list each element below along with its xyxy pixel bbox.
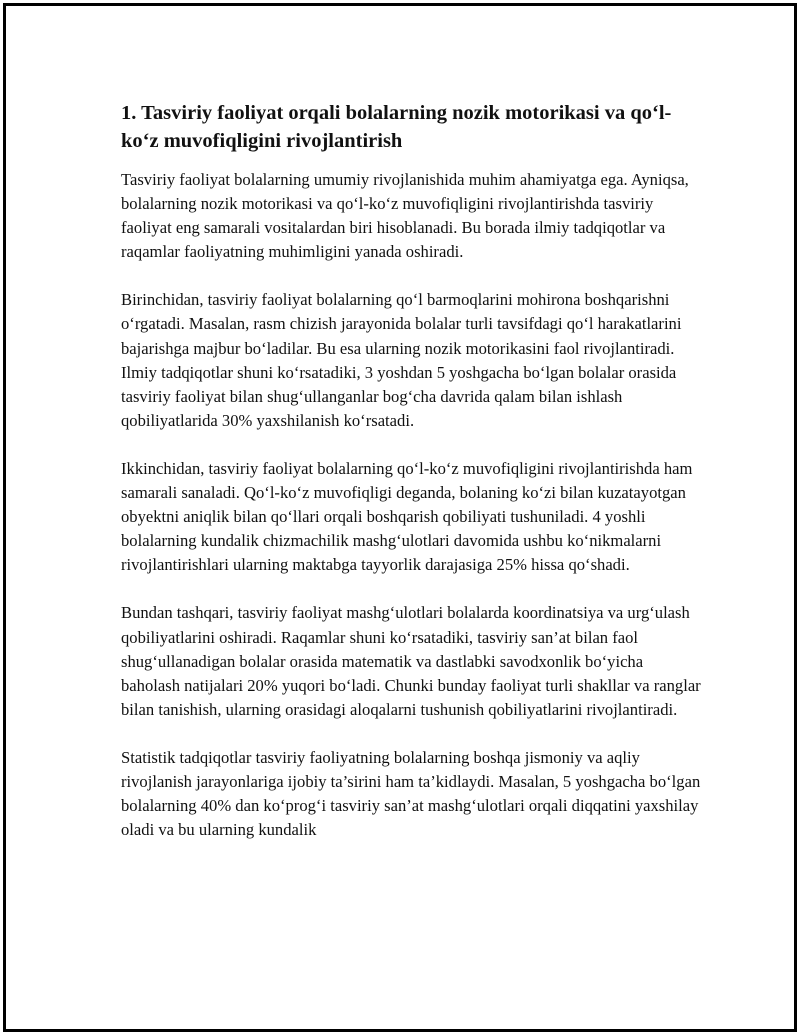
section-title: 1. Tasviriy faoliyat orqali bolalarning nozik motorikasi va qo‘l-ko‘z muvofiqligini rivojlantirish (121, 102, 672, 152)
document-body (121, 99, 701, 866)
paragraph-hand-eye: Ikkinchidan, tasviriy faoliyat bolalarning qo‘l-ko‘z muvofiqligini rivojlantirishda ham samarali sanaladi. Qo‘l-ko‘z muvofiqligi deganda, bolaning ko‘zi bilan kuzatayotgan obyektni aniqlik bilan qo‘llari orqali boshqarish qobiliyati tushuniladi. 4 yoshli bolalarning kundalik chizmachilik mashg‘ulotlari davomida ushbu ko‘nikmalarni rivojlantirishlari ularning maktabga tayyorlik darajasiga 25% hissa qo‘shadi. (121, 458, 693, 575)
paragraph-statistics: Statistik tadqiqotlar tasviriy faoliyatning bolalarning boshqa jismoniy va aqliy rivojlanish jarayonlariga ijobiy ta’sirini ham ta’kidlaydi. Masalan, 5 yoshgacha bo‘lgan bolalarning 40% dan ko‘prog‘i tasviriy san’at mashg‘ulotlari orqali diqqatini yaxshilay oladi va bu ularning kundalik (121, 747, 701, 840)
paragraph-coordination: Bundan tashqari, tasviriy faoliyat mashg‘ulotlari bolalarda koordinatsiya va urg‘ulash qobiliyatlarini oshiradi. Raqamlar shuni ko‘rsatadiki, tasviriy san’at bilan faol shug‘ullanadigan bolalar orasida matematik va dastlabki savodxonlik bo‘yicha baholash natijalari 20% yuqori bo‘ladi. Chunki bunday faoliyat turli shakllar va ranglar bilan tanishish, ularning orasidagi aloqalarni tushunish qobiliyatlarini rivojlantiradi. (121, 603, 701, 719)
paragraph-fine-motor: Birinchidan, tasviriy faoliyat bolalarning qo‘l barmoqlarini mohirona boshqarishni o‘rgatadi. Masalan, rasm chizish jarayonida bolalar turli tavsifdagi qo‘l harakatlarini bajarishga majbur bo‘ladilar. Bu esa ularning nozik motorikasini faol rivojlantiradi. Ilmiy tadqiqotlar shuni ko‘rsatadiki, 3 yoshdan 5 yoshgacha bo‘lgan bolalar orasida tasviriy faoliyat bilan shug‘ullanganlar bog‘cha davrida qalam bilan ishlash qobiliyatlarida 30% yaxshilanish ko‘rsatadi. (121, 290, 682, 430)
document-page (3, 3, 797, 1032)
paragraph-intro: Tasviriy faoliyat bolalarning umumiy rivojlanishida muhim ahamiyatga ega. Ayniqsa, bolalarning nozik motorikasi va qo‘l-ko‘z muvofiqligini rivojlantirishda tasviriy faoliyat eng samarali vositalardan biri hisoblanadi. Bu borada ilmiy tadqiqotlar va raqamlar faoliyatning muhimligini yanada oshiradi. (121, 170, 689, 262)
